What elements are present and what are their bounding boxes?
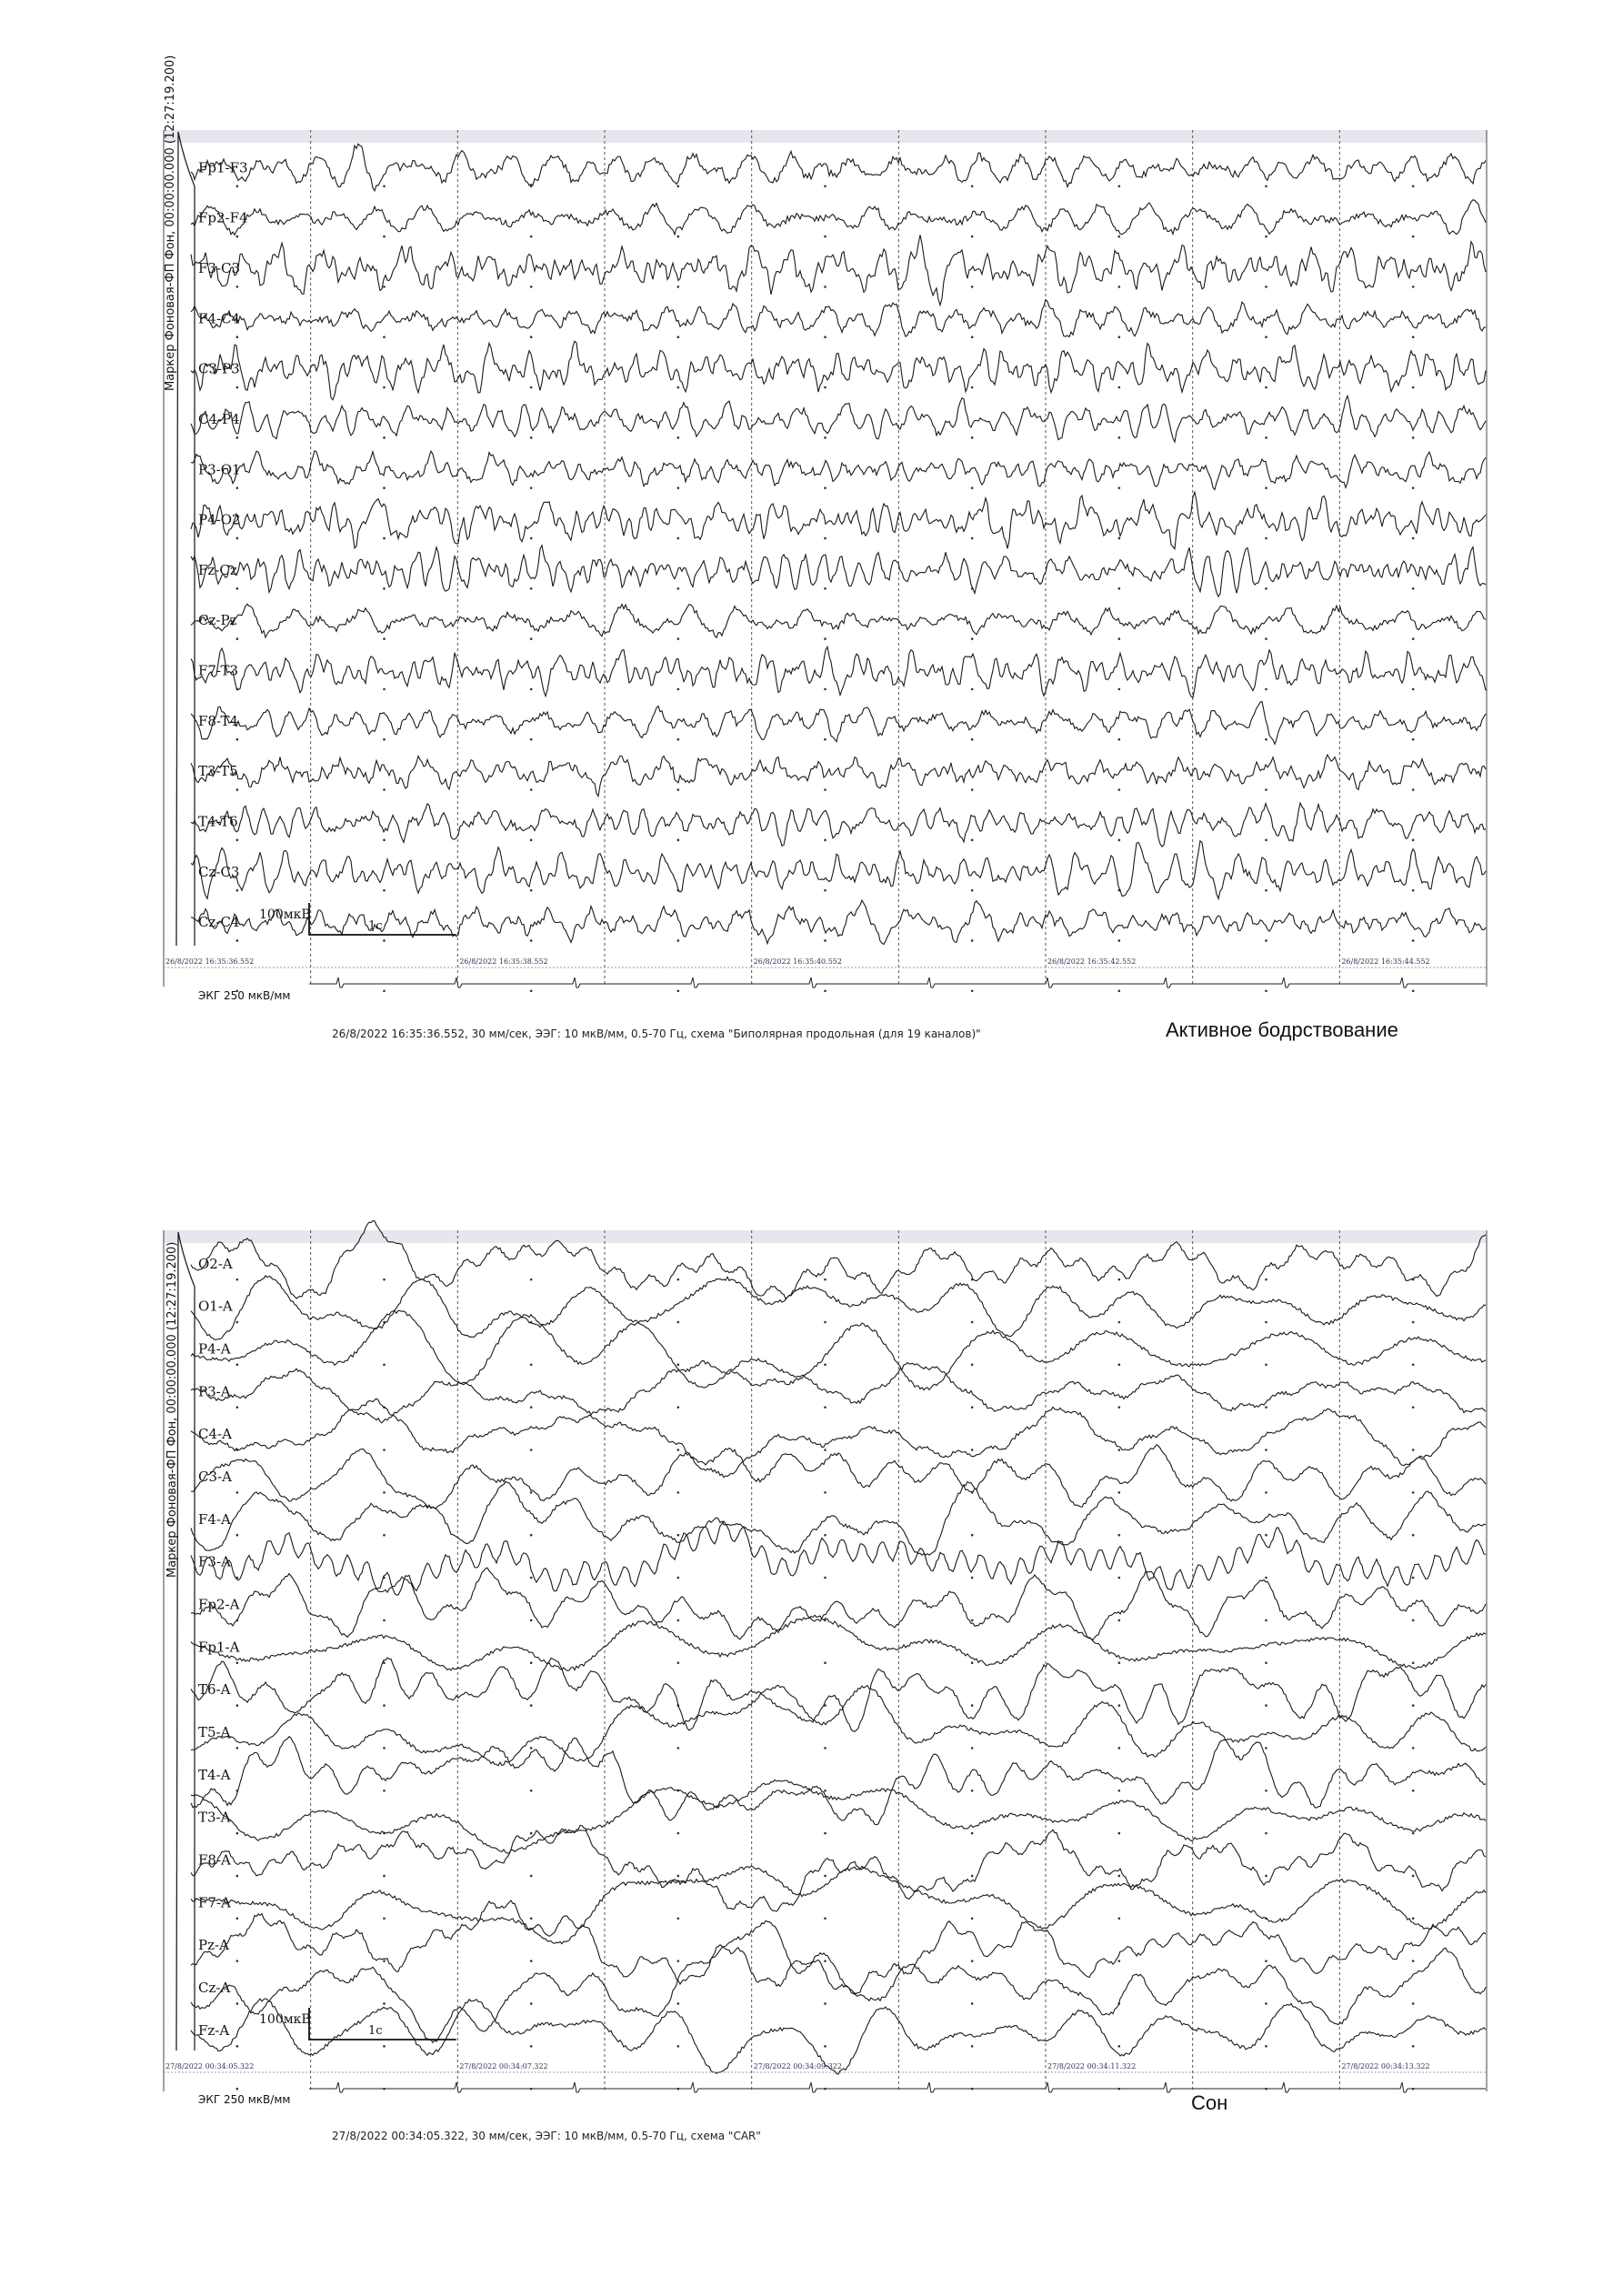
eeg-trace [191,647,1486,697]
eeg-trace [191,1361,1486,1423]
eeg-trace [191,1568,1486,1639]
channel-label: F4-A [198,1510,231,1528]
channel-label: Fp2-A [198,1596,240,1613]
time-mark: 27/8/2022 00:34:11.322 [1047,2062,1137,2070]
eeg-trace [191,1737,1486,1825]
eeg-chart-awake [0,118,1623,1082]
time-mark: 26/8/2022 16:35:36.552 [165,958,255,966]
time-mark: 26/8/2022 16:35:38.552 [459,958,548,966]
ekg-scale-label: ЭКГ 250 мкВ/мм [198,989,291,1002]
state-label: Активное бодрствование [1166,1018,1398,1041]
channel-label: T5-A [198,1724,231,1741]
channel-label: F7-A [198,1894,231,1911]
eeg-trace [191,1866,1486,1944]
channel-label: Fz-Cz [198,561,237,578]
channel-label: Cz-Pz [198,612,237,629]
time-mark: 26/8/2022 16:35:44.552 [1341,958,1430,966]
eeg-trace [191,1445,1486,1509]
eeg-trace [191,1685,1486,1765]
channel-label: Cz-C3 [198,863,240,880]
channel-label: C3-P3 [198,360,240,377]
eeg-trace [191,451,1486,490]
calibration-amplitude: 100мкВ [259,2012,311,2027]
eeg-trace [191,492,1486,548]
channel-label: Cz-A [198,1980,231,1997]
channel-label: F7-T3 [198,662,239,679]
calibration-bracket [309,2008,456,2040]
eeg-trace [191,1521,1486,1595]
time-mark: 26/8/2022 16:35:40.552 [753,958,842,966]
time-mark: 27/8/2022 00:34:09.322 [753,2062,842,2070]
eeg-trace [191,341,1486,400]
eeg-panel-sleep [0,1214,1623,2164]
channel-label: T6-A [198,1681,231,1699]
eeg-trace [191,396,1486,442]
channel-label: T3-A [198,1809,231,1826]
channel-label: F3-C3 [198,260,241,277]
eeg-trace [191,1276,1486,1339]
header-band [164,1230,1487,1243]
channel-label: F8-A [198,1851,231,1869]
header-band [164,130,1487,143]
recording-parameters: 26/8/2022 16:35:36.552, 30 мм/сек, ЭЭГ: 10 мкВ/мм, 0.5-70 Гц, схема "Биполярная продольная (для 19 каналов)" [332,1028,981,1040]
channel-label: C4-P4 [198,410,240,427]
eeg-trace [191,702,1486,745]
eeg-panel-awake [0,55,1623,1082]
ekg-trace [309,978,1486,988]
eeg-chart-sleep [0,1214,1623,2164]
eeg-trace [191,300,1486,337]
recording-parameters: 27/8/2022 00:34:05.322, 30 мм/сек, ЭЭГ: 10 мкВ/мм, 0.5-70 Гц, схема "CAR" [332,2130,761,2142]
state-label: Сон [1191,2091,1228,2114]
channel-label: Cz-C4 [198,914,240,931]
time-mark: 27/8/2022 00:34:13.322 [1341,2062,1430,2070]
eeg-trace [191,1825,1486,1911]
ekg-scale-label: ЭКГ 250 мкВ/мм [198,2093,291,2106]
channel-label: O1-A [198,1298,233,1315]
channel-label: F4-C4 [198,310,241,327]
channel-label: C4-A [198,1426,232,1443]
channel-label: P4-A [198,1340,231,1358]
eeg-trace [191,1399,1486,1478]
channel-label: T3-T5 [198,763,238,780]
time-mark: 27/8/2022 00:34:07.322 [459,2062,548,2070]
channel-label: F3-A [198,1553,231,1570]
channel-label: Fz-A [198,2021,230,2039]
eeg-trace [191,1658,1486,1731]
channel-label: P4-O2 [198,511,241,528]
calibration-pulse [176,132,195,946]
eeg-trace [191,144,1486,191]
calibration-time: 1с [368,919,383,933]
channel-label: C3-A [198,1468,232,1485]
eeg-trace [191,1900,1486,1997]
channel-label: Pz-A [198,1937,229,1954]
vertical-marker-label: Маркер Фоновая-ФП Фон, 00:00:00.000 (12:27:19.200) [164,55,177,391]
eeg-trace [191,200,1486,236]
time-mark: 26/8/2022 16:35:42.552 [1047,958,1137,966]
time-mark: 27/8/2022 00:34:05.322 [165,2062,255,2070]
eeg-trace [191,900,1486,945]
channel-label: F8-T4 [198,712,239,729]
channel-label: P3-O1 [198,461,241,478]
channel-label: Fp2-F4 [198,209,248,226]
calibration-amplitude: 100мкВ [259,907,311,922]
eeg-trace [191,235,1486,305]
channel-label: O2-A [198,1255,233,1272]
channel-label: Fp1-F3 [198,159,248,176]
ekg-trace [309,2082,1486,2092]
vertical-marker-label: Маркер Фоновая-ФП Фон, 00:00:00.000 (12:27:19.200) [165,1241,179,1578]
eeg-trace [191,1921,1486,2043]
channel-label: T4-A [198,1766,231,1783]
calibration-time: 1с [368,2024,383,2038]
eeg-trace [191,604,1486,637]
channel-label: Fp1-A [198,1639,240,1656]
channel-label: P3-A [198,1383,231,1400]
channel-label: T4-T6 [198,813,238,830]
grid-dots [236,1278,1415,2090]
